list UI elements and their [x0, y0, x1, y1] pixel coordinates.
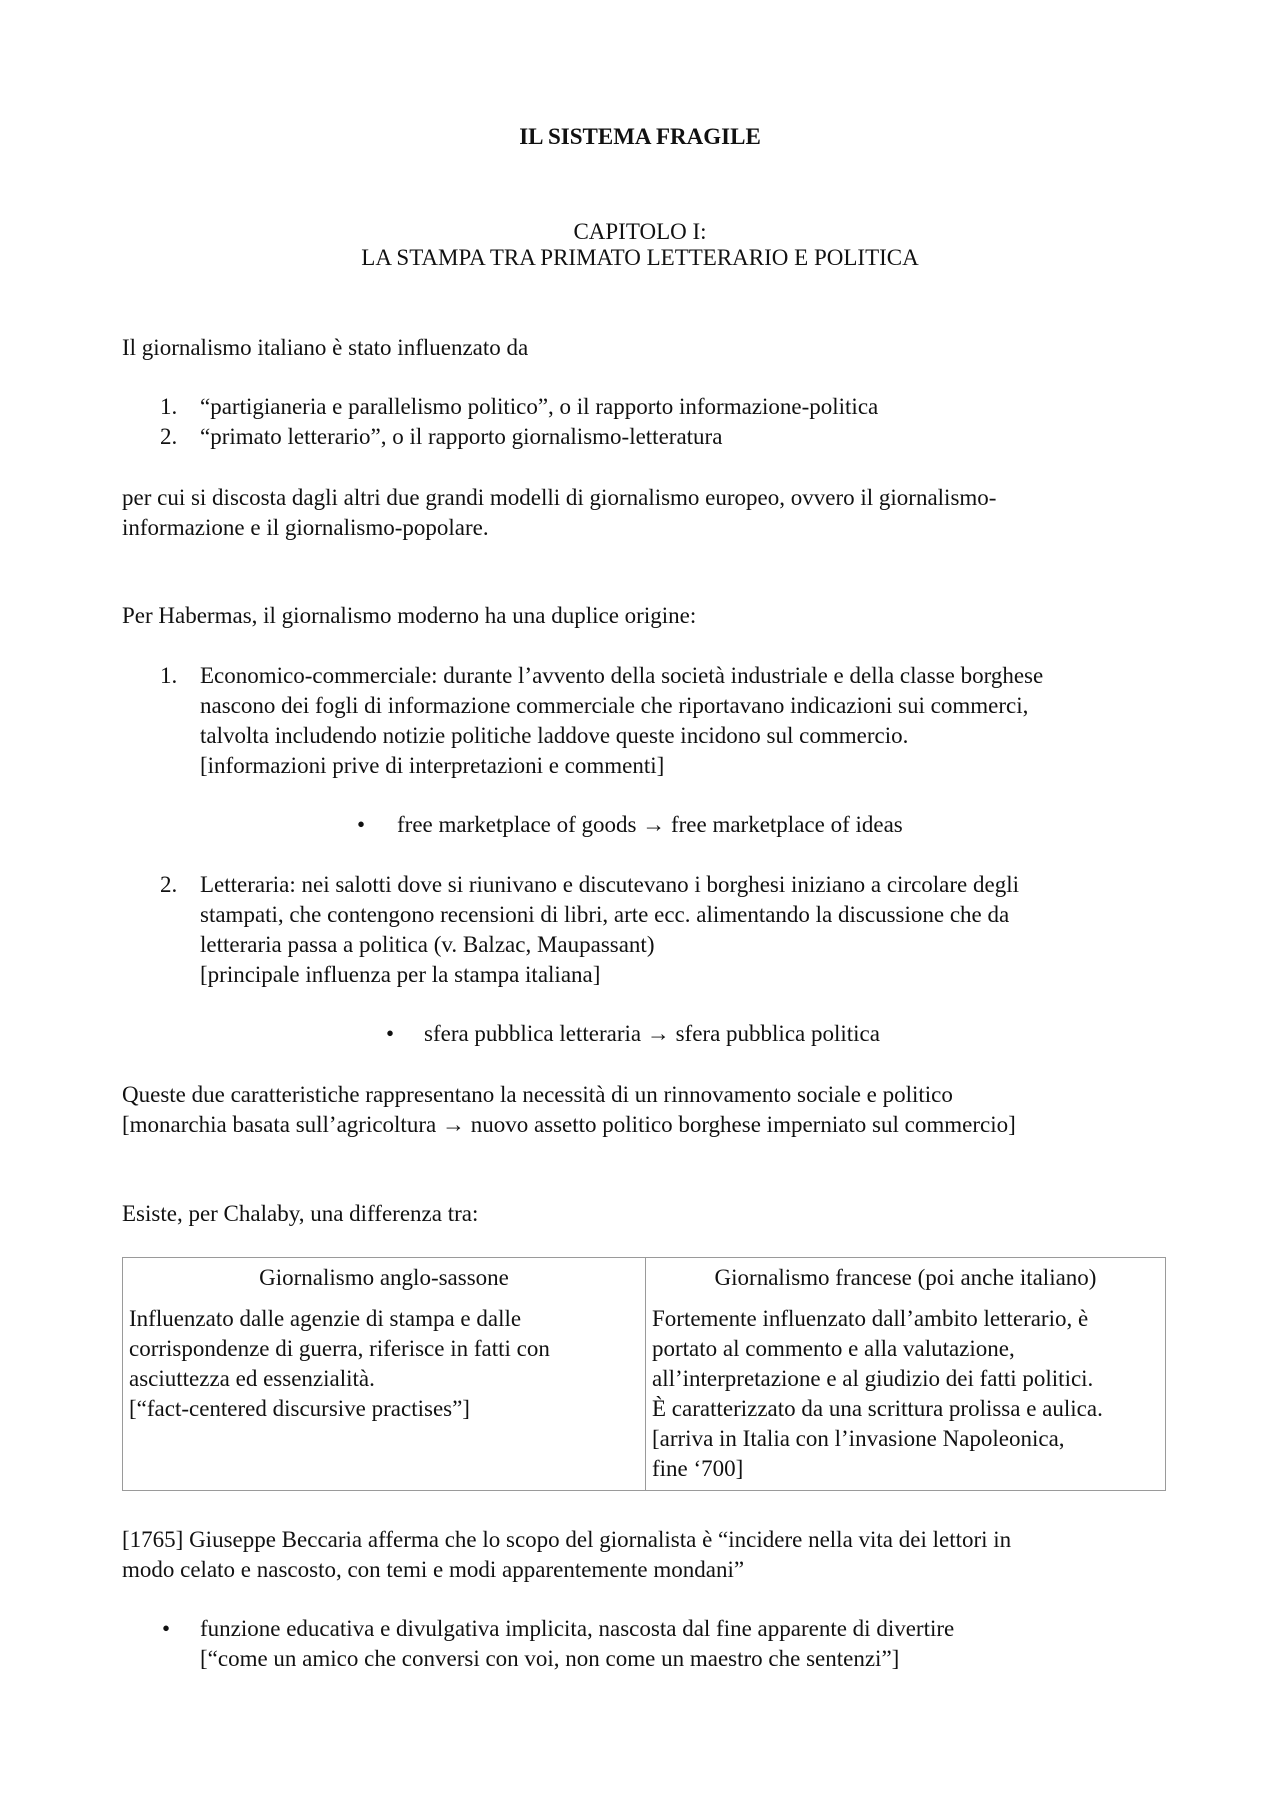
table-cell-french: [646, 1299, 1166, 1491]
list-text-line: letteraria passa a politica (v. Balzac, Maupassant): [200, 932, 655, 957]
bullet-text: sfera pubblica letteraria → sfera pubblica politica: [424, 1021, 880, 1046]
habermas-conclusion-line: Queste due caratteristiche rappresentano la necessità di un rinnovamento sociale e politico: [122, 1082, 953, 1107]
bullet-text: [“come un amico che conversi con voi, non come un maestro che sentenzi”]: [200, 1646, 900, 1671]
table-header-french: Giornalismo francese (poi anche italiano): [646, 1258, 1166, 1300]
cell-line: corrispondenze di guerra, riferisce in fatti con: [129, 1336, 550, 1361]
list-text: “partigianeria e parallelismo politico”, o il rapporto informazione-politica: [200, 394, 879, 419]
cell-line: all’interpretazione e al giudizio dei fatti politici.: [652, 1366, 1094, 1391]
beccaria-line: [1765] Giuseppe Beccaria afferma che lo scopo del giornalista è “incidere nella vita dei lettori in: [122, 1527, 1012, 1552]
list-text-line: stampati, che contengono recensioni di libri, arte ecc. alimentando la discussione che da: [200, 902, 1010, 927]
cell-line: È caratterizzato da una scrittura prolissa e aulica.: [652, 1396, 1103, 1421]
intro-after-line: informazione e il giornalismo-popolare.: [122, 515, 489, 540]
cell-line: fine ‘700]: [652, 1456, 744, 1481]
intro-paragraph: Il giornalismo italiano è stato influenzato da: [122, 335, 529, 360]
cell-line: [arriva in Italia con l’invasione Napoleonica,: [652, 1426, 1065, 1451]
list-text-line: nascono dei fogli di informazione commerciale che riportavano indicazioni sui commerci,: [200, 693, 1029, 718]
chapter-number: CAPITOLO I:: [573, 219, 707, 244]
table-cell-anglo: [123, 1299, 646, 1491]
list-text-line: [principale influenza per la stampa italiana]: [200, 962, 601, 987]
table-header-row: [123, 1258, 1166, 1300]
list-text-line: Economico-commerciale: durante l’avvento della società industriale e della classe borghese: [200, 663, 1044, 688]
chalaby-intro: Esiste, per Chalaby, una differenza tra:: [122, 1201, 479, 1226]
list-text-line: talvolta includendo notizie politiche laddove queste incidono sul commercio.: [200, 723, 909, 748]
bullet-text: free marketplace of goods → free marketplace of ideas: [397, 812, 903, 837]
table-header-anglo: Giornalismo anglo-sassone: [123, 1258, 646, 1300]
table-row: [123, 1299, 1166, 1491]
habermas-conclusion-line: [monarchia basata sull’agricoltura → nuovo assetto politico borghese imperniato sul commercio]: [122, 1112, 1016, 1137]
beccaria-line: modo celato e nascosto, con temi e modi apparentemente mondani”: [122, 1557, 745, 1582]
chapter-subtitle: LA STAMPA TRA PRIMATO LETTERARIO E POLITICA: [361, 245, 919, 270]
habermas-intro: Per Habermas, il giornalismo moderno ha una duplice origine:: [122, 603, 697, 628]
cell-line: Influenzato dalle agenzie di stampa e dalle: [129, 1306, 522, 1331]
list-number: 1.: [160, 663, 178, 688]
cell-line: Fortemente influenzato dall’ambito letterario, è: [652, 1306, 1089, 1331]
bullet-icon: •: [357, 812, 366, 837]
cell-line: portato al commento e alla valutazione,: [652, 1336, 1015, 1361]
list-text-line: Letteraria: nei salotti dove si riunivano e discutevano i borghesi iniziano a circolare degli: [200, 872, 1019, 897]
comparison-table: [122, 1257, 1166, 1491]
bullet-text: funzione educativa e divulgativa implicita, nascosta dal fine apparente di divertire: [200, 1616, 955, 1641]
list-number: 2.: [160, 872, 178, 897]
intro-after-line: per cui si discosta dagli altri due grandi modelli di giornalismo europeo, ovvero il giornalismo-: [122, 485, 997, 510]
list-text-line: [informazioni prive di interpretazioni e commenti]: [200, 753, 665, 778]
cell-line: asciuttezza ed essenzialità.: [129, 1366, 375, 1391]
bullet-icon: •: [386, 1021, 395, 1046]
bullet-icon: •: [162, 1616, 171, 1641]
list-number: 2.: [160, 424, 178, 449]
list-text: “primato letterario”, o il rapporto giornalismo-letteratura: [200, 424, 723, 449]
document-title: IL SISTEMA FRAGILE: [519, 124, 761, 149]
cell-line: [“fact-centered discursive practises”]: [129, 1396, 470, 1421]
list-number: 1.: [160, 394, 178, 419]
